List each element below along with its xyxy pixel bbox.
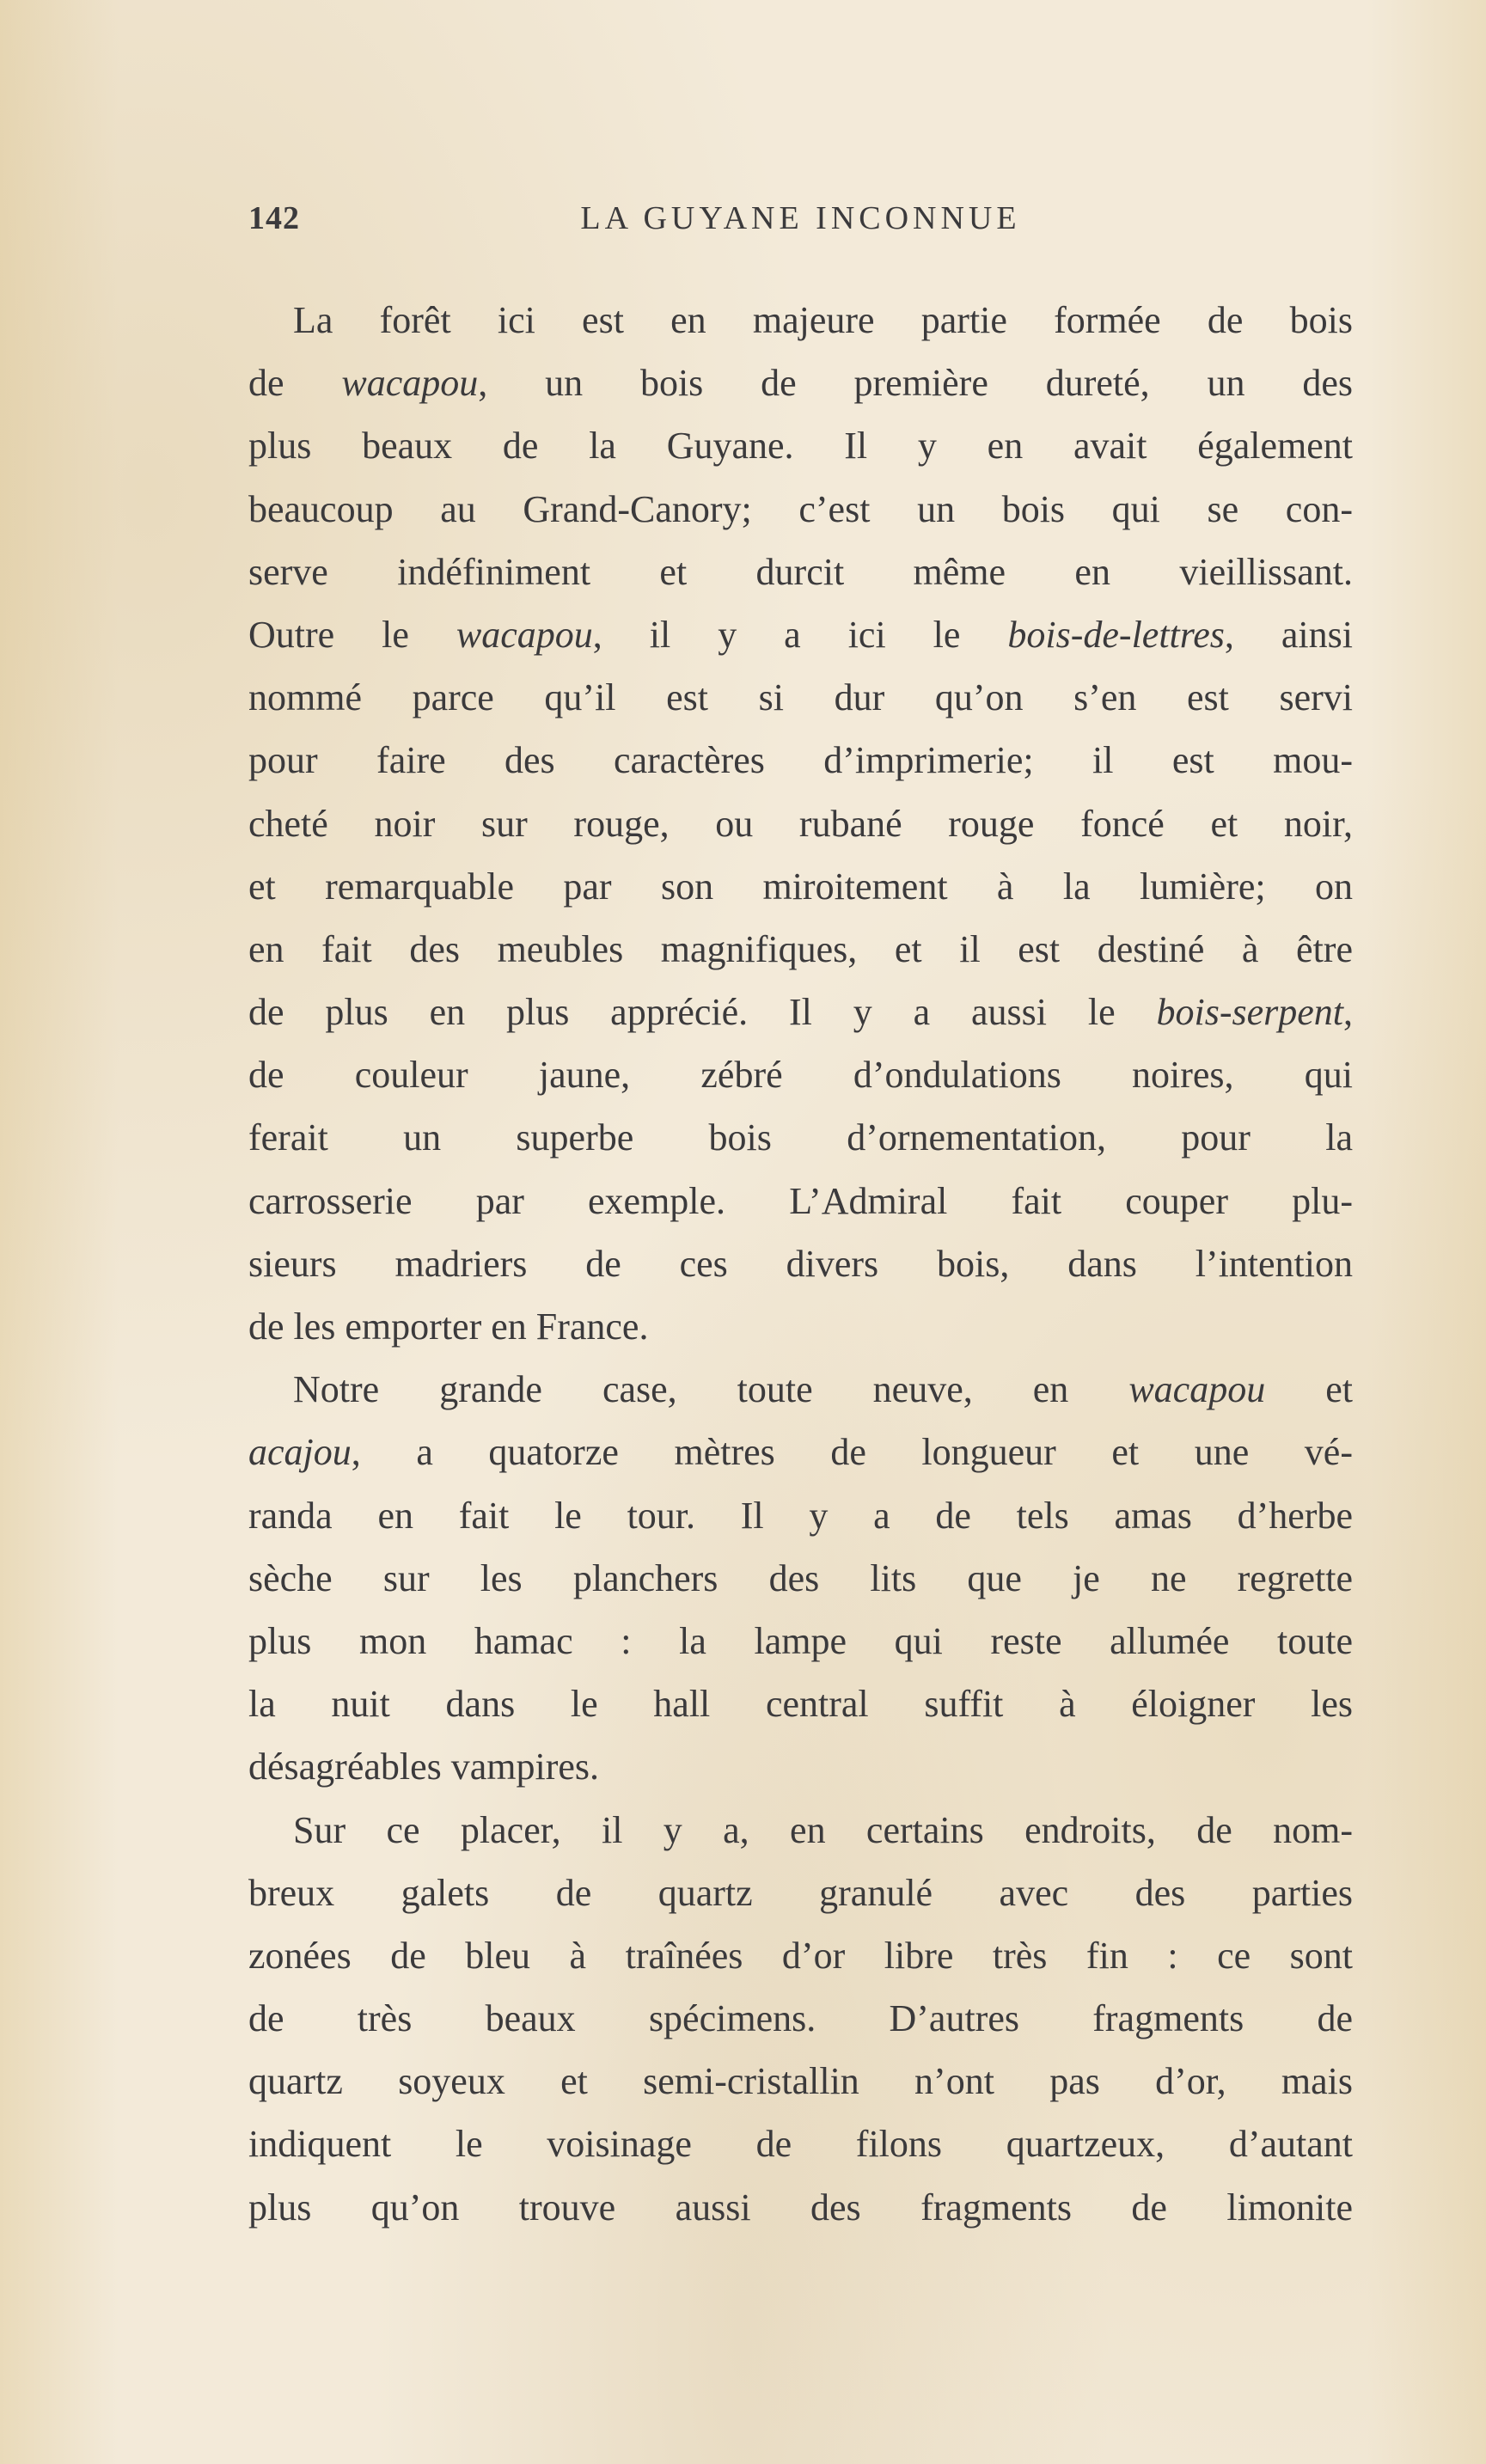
paragraph [248, 1358, 1353, 1798]
italic-term: wacapou [341, 362, 479, 405]
text-line [248, 855, 1353, 918]
text-run: de les emporter en France. [248, 1305, 649, 1348]
text-run: breux galets de quartz granulé avec des parties [248, 1871, 1353, 1914]
italic-term: wacapou [456, 613, 593, 656]
text-line [248, 666, 1353, 729]
text-line [248, 289, 1353, 352]
text-line [248, 1170, 1353, 1232]
text-run: et [1265, 1368, 1353, 1411]
text-run: plus beaux de la Guyane. Il y en avait également [248, 425, 1353, 468]
page-header [248, 199, 1353, 251]
text-line [248, 2050, 1353, 2112]
text-run: de très beaux spécimens. D’autres fragments de [248, 1997, 1353, 2040]
text-run: , a quatorze mètres de longueur et une vé- [351, 1431, 1353, 1474]
text-line [248, 1106, 1353, 1169]
text-run: plus mon hamac : la lampe qui reste allumée toute [248, 1619, 1353, 1662]
text-run: pour faire des caractères d’imprimerie; il est mou- [248, 739, 1353, 782]
text-run: en fait des meubles magnifiques, et il est destiné à être [248, 927, 1353, 970]
text-run: indiquent le voisinage de filons quartzeux, d’autant [248, 2123, 1353, 2166]
text-line [248, 2176, 1353, 2239]
running-title: LA GUYANE INCONNUE [580, 200, 1021, 236]
text-run: beaucoup au Grand-Canory; c’est un bois qui se con- [248, 487, 1353, 530]
text-line [248, 541, 1353, 603]
text-line [248, 1484, 1353, 1547]
text-line [248, 1232, 1353, 1295]
text-run: et remarquable par son miroitement à la lumière; on [248, 865, 1353, 908]
text-line [248, 2112, 1353, 2175]
paragraph [248, 289, 1353, 1358]
text-run: désagréables vampires. [248, 1746, 600, 1788]
text-line [248, 1735, 1353, 1798]
text-line [248, 1924, 1353, 1987]
text-run: de [248, 362, 342, 405]
text-line [248, 1862, 1353, 1924]
text-run: carrosserie par exemple. L’Admiral fait couper plu- [248, 1179, 1353, 1222]
text-line [248, 1547, 1353, 1610]
text-line [248, 603, 1353, 666]
text-run: serve indéfiniment et durcit même en vieillissant. [248, 550, 1353, 593]
text-line [248, 478, 1353, 541]
text-run: sèche sur les planchers des lits que je ne regrette [248, 1556, 1353, 1599]
text-run: la nuit dans le hall central suffit à éloigner les [248, 1683, 1353, 1726]
text-line [248, 1043, 1353, 1106]
text-run: ferait un superbe bois d’ornementation, pour la [248, 1116, 1353, 1159]
text-line [248, 1799, 1353, 1862]
text-line [248, 1358, 1353, 1421]
text-line [248, 1295, 1353, 1358]
text-line [248, 792, 1353, 855]
body-text [248, 289, 1353, 2239]
text-run: La forêt ici est en majeure partie formée de bois [293, 299, 1353, 341]
text-run: cheté noir sur rouge, ou rubané rouge foncé et noir, [248, 802, 1353, 845]
text-line [248, 729, 1353, 792]
text-run: , ainsi [1224, 613, 1354, 656]
italic-term: bois-serpent [1156, 991, 1343, 1034]
text-line [248, 918, 1353, 981]
text-run: Sur ce placer, il y a, en certains endroits, de nom- [293, 1808, 1353, 1851]
italic-term: bois-de-lettres [1007, 613, 1225, 656]
text-run: Outre le [248, 613, 456, 656]
text-line [248, 1672, 1353, 1735]
text-run: , il y a ici le [592, 613, 1008, 656]
text-run: de plus en plus apprécié. Il y a aussi le [248, 991, 1157, 1034]
text-line [248, 352, 1353, 414]
text-run: plus qu’on trouve aussi des fragments de limonite [248, 2186, 1353, 2229]
text-run: Notre grande case, toute neuve, en [293, 1368, 1129, 1411]
text-line [248, 414, 1353, 477]
text-run: , un bois de première dureté, un des [478, 362, 1353, 405]
text-run: de couleur jaune, zébré d’ondulations noires, qui [248, 1054, 1353, 1097]
text-run: nommé parce qu’il est si dur qu’on s’en est servi [248, 676, 1353, 719]
text-line [248, 1987, 1353, 2050]
text-line [248, 1610, 1353, 1672]
text-run: zonées de bleu à traînées d’or libre très fin : ce sont [248, 1934, 1353, 1977]
page-number: 142 [248, 200, 300, 236]
text-run: , [1343, 991, 1353, 1034]
text-run: sieurs madriers de ces divers bois, dans l’intention [248, 1242, 1353, 1285]
italic-term: wacapou [1128, 1368, 1266, 1411]
text-run: randa en fait le tour. Il y a de tels amas d’herbe [248, 1494, 1353, 1537]
text-line [248, 981, 1353, 1043]
text-run: quartz soyeux et semi-cristallin n’ont pas d’or, mais [248, 2060, 1353, 2103]
italic-term: acajou [248, 1431, 352, 1474]
text-line [248, 1421, 1353, 1483]
paragraph [248, 1799, 1353, 2239]
